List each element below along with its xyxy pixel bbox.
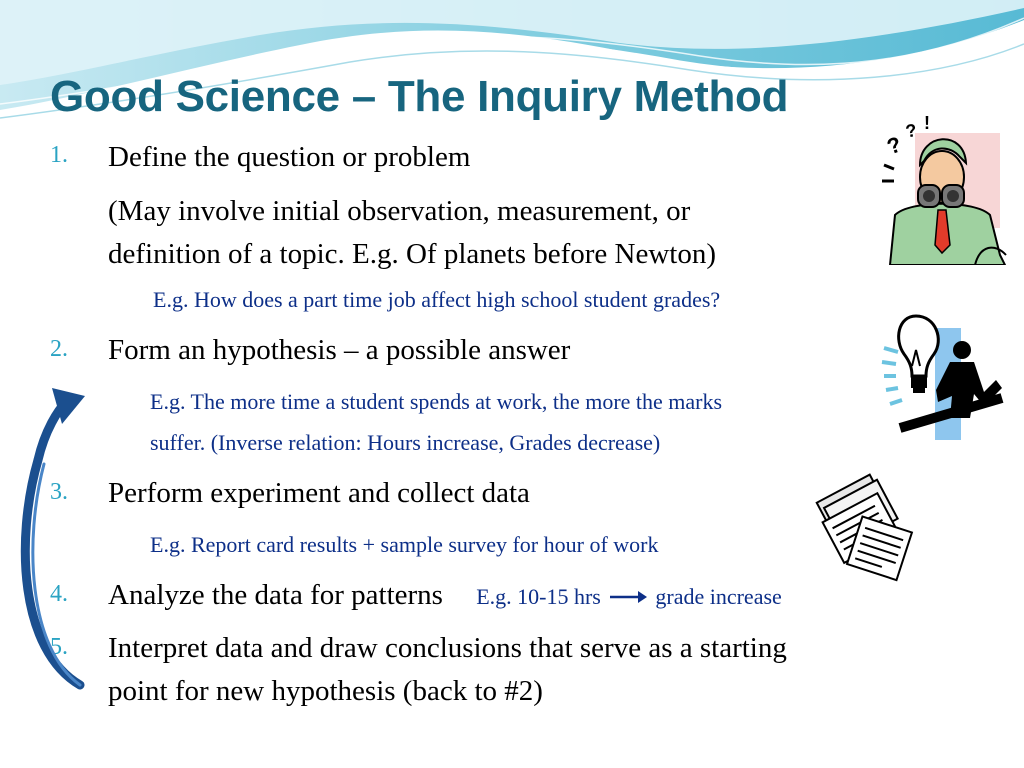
slide-title: Good Science – The Inquiry Method [50, 72, 789, 121]
step-3-example: E.g. Report card results + sample survey for hour of work [150, 532, 659, 557]
step-4-number: 4. [50, 581, 68, 607]
step-1-text: Define the question or problem [108, 141, 471, 173]
lightbulb-idea-icon [880, 310, 1005, 440]
step-5-number: 5. [50, 634, 68, 660]
step-2-text: Form an hypothesis – a possible answer [108, 334, 571, 366]
step-4-example-end: grade increase [655, 584, 782, 609]
step-1-note-line2: definition of a topic. E.g. Of planets before Newton) [108, 238, 717, 270]
step-4-row [108, 574, 782, 618]
paper-stack-icon [812, 472, 922, 582]
step-1-note-line1: (May involve initial observation, measurement, or [108, 195, 691, 227]
step-4-example-start: E.g. 10-15 hrs [476, 584, 601, 609]
step-3-number: 3. [50, 479, 68, 505]
step-3-text: Perform experiment and collect data [108, 477, 530, 509]
step-2-example-line2: suffer. (Inverse relation: Hours increase, Grades decrease) [150, 430, 661, 455]
svg-text:!: ! [924, 115, 930, 133]
step-1-number: 1. [50, 142, 68, 168]
loop-back-arrow-icon [0, 380, 110, 700]
step-5-text-line2: point for new hypothesis (back to #2) [108, 675, 543, 707]
right-arrow-icon [608, 590, 648, 604]
svg-text:?: ? [903, 119, 919, 142]
step-2-number: 2. [50, 336, 68, 362]
step-1-example: E.g. How does a part time job affect high school student grades? [153, 287, 721, 312]
curious-man-binoculars-icon [880, 115, 1010, 265]
svg-text:?: ? [883, 131, 905, 160]
step-4-text: Analyze the data for patterns [108, 579, 443, 611]
step-2-example-line1: E.g. The more time a student spends at work, the more the marks [150, 389, 723, 414]
step-5-text-line1: Interpret data and draw conclusions that serve as a starting [108, 632, 787, 664]
